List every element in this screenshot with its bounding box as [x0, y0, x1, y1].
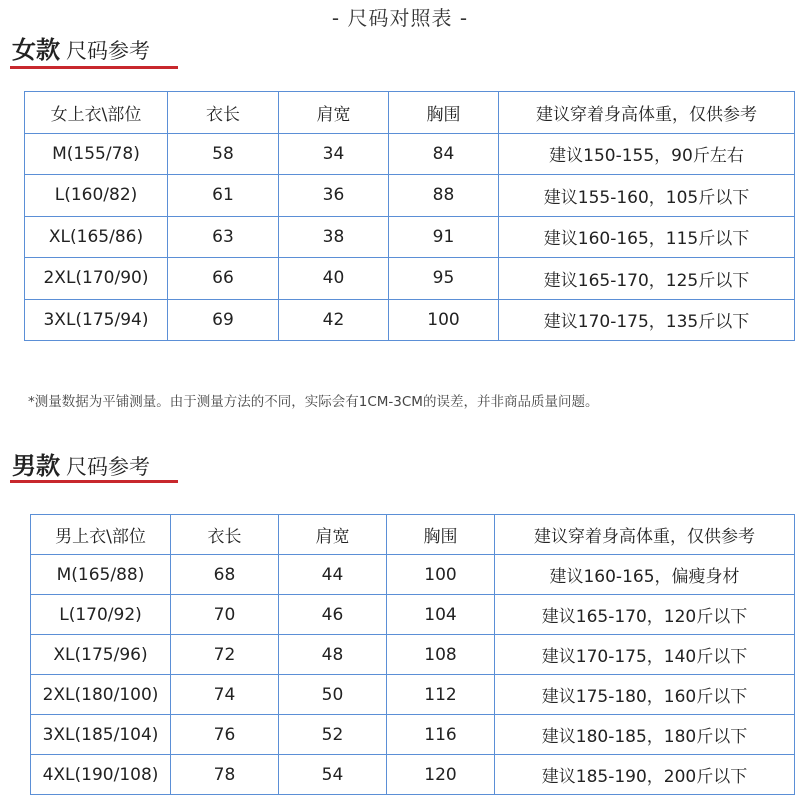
table-row [31, 555, 795, 595]
women-cell-recommendation: 建议160-165，115斤以下 [499, 216, 795, 258]
men-cell-length: 72 [171, 635, 279, 675]
women-cell-length: 63 [168, 216, 279, 258]
men-cell-size: XL(175/96) [31, 635, 171, 675]
women-cell-recommendation: 建议155-160，105斤以下 [499, 175, 795, 217]
men-cell-size: 4XL(190/108) [31, 755, 171, 795]
men-cell-size: M(165/88) [31, 555, 171, 595]
men-cell-chest: 116 [387, 715, 495, 755]
men-cell-recommendation: 建议175-180，160斤以下 [495, 675, 795, 715]
women-header-length: 衣长 [168, 92, 279, 134]
women-header-recommendation: 建议穿着身高体重，仅供参考 [499, 92, 795, 134]
men-cell-shoulder: 54 [279, 755, 387, 795]
men-cell-size: 2XL(180/100) [31, 675, 171, 715]
men-cell-length: 68 [171, 555, 279, 595]
men-cell-length: 70 [171, 595, 279, 635]
women-cell-chest: 95 [389, 258, 499, 300]
women-section-heading [12, 30, 150, 65]
table-row [31, 715, 795, 755]
women-cell-recommendation: 建议165-170，125斤以下 [499, 258, 795, 300]
men-cell-length: 76 [171, 715, 279, 755]
men-heading-underline [10, 480, 178, 483]
women-cell-recommendation: 建议150-155，90斤左右 [499, 133, 795, 175]
women-cell-chest: 100 [389, 299, 499, 341]
women-cell-recommendation: 建议170-175，135斤以下 [499, 299, 795, 341]
men-header-length: 衣长 [171, 515, 279, 555]
women-cell-size: M(155/78) [25, 133, 168, 175]
women-cell-shoulder: 34 [279, 133, 389, 175]
women-cell-shoulder: 36 [279, 175, 389, 217]
men-cell-recommendation: 建议185-190，200斤以下 [495, 755, 795, 795]
table-row [25, 258, 795, 300]
women-cell-chest: 88 [389, 175, 499, 217]
table-row [25, 216, 795, 258]
table-row [31, 675, 795, 715]
men-cell-shoulder: 52 [279, 715, 387, 755]
men-cell-chest: 112 [387, 675, 495, 715]
men-cell-recommendation: 建议180-185，180斤以下 [495, 715, 795, 755]
page-title: - 尺码对照表 - [331, 6, 469, 30]
women-header-row [25, 92, 795, 134]
women-cell-size: 3XL(175/94) [25, 299, 168, 341]
women-header-size: 女上衣\部位 [25, 92, 168, 134]
men-cell-length: 74 [171, 675, 279, 715]
men-cell-size: L(170/92) [31, 595, 171, 635]
table-row [25, 175, 795, 217]
men-cell-shoulder: 46 [279, 595, 387, 635]
women-heading-sub: 尺码参考 [66, 39, 150, 63]
men-cell-shoulder: 50 [279, 675, 387, 715]
women-cell-shoulder: 40 [279, 258, 389, 300]
men-header-row [31, 515, 795, 555]
men-header-shoulder: 肩宽 [279, 515, 387, 555]
table-row [31, 595, 795, 635]
table-row [31, 635, 795, 675]
women-cell-chest: 91 [389, 216, 499, 258]
men-header-chest: 胸围 [387, 515, 495, 555]
women-cell-shoulder: 38 [279, 216, 389, 258]
women-header-chest: 胸围 [389, 92, 499, 134]
women-size-table [24, 91, 795, 341]
women-heading-underline [10, 66, 178, 69]
men-cell-recommendation: 建议165-170，120斤以下 [495, 595, 795, 635]
men-cell-chest: 120 [387, 755, 495, 795]
women-cell-size: L(160/82) [25, 175, 168, 217]
men-cell-recommendation: 建议170-175，140斤以下 [495, 635, 795, 675]
women-cell-length: 58 [168, 133, 279, 175]
table-row [25, 133, 795, 175]
women-cell-length: 69 [168, 299, 279, 341]
men-header-size: 男上衣\部位 [31, 515, 171, 555]
men-cell-chest: 108 [387, 635, 495, 675]
men-size-table [30, 514, 795, 795]
men-section-heading [12, 446, 150, 481]
women-cell-length: 61 [168, 175, 279, 217]
women-cell-size: XL(165/86) [25, 216, 168, 258]
women-cell-chest: 84 [389, 133, 499, 175]
men-cell-chest: 104 [387, 595, 495, 635]
women-heading-main: 女款 [12, 36, 60, 64]
women-cell-size: 2XL(170/90) [25, 258, 168, 300]
men-header-recommendation: 建议穿着身高体重，仅供参考 [495, 515, 795, 555]
men-cell-recommendation: 建议160-165，偏瘦身材 [495, 555, 795, 595]
table-row [25, 299, 795, 341]
men-heading-main: 男款 [12, 452, 60, 480]
men-cell-length: 78 [171, 755, 279, 795]
men-cell-size: 3XL(185/104) [31, 715, 171, 755]
women-header-shoulder: 肩宽 [279, 92, 389, 134]
men-cell-chest: 100 [387, 555, 495, 595]
measurement-footnote: *测量数据为平铺测量。由于测量方法的不同，实际会有1CM-3CM的误差，并非商品质量问题。 [28, 394, 599, 410]
men-cell-shoulder: 48 [279, 635, 387, 675]
women-cell-shoulder: 42 [279, 299, 389, 341]
men-heading-sub: 尺码参考 [66, 455, 150, 479]
women-cell-length: 66 [168, 258, 279, 300]
men-cell-shoulder: 44 [279, 555, 387, 595]
table-row [31, 755, 795, 795]
